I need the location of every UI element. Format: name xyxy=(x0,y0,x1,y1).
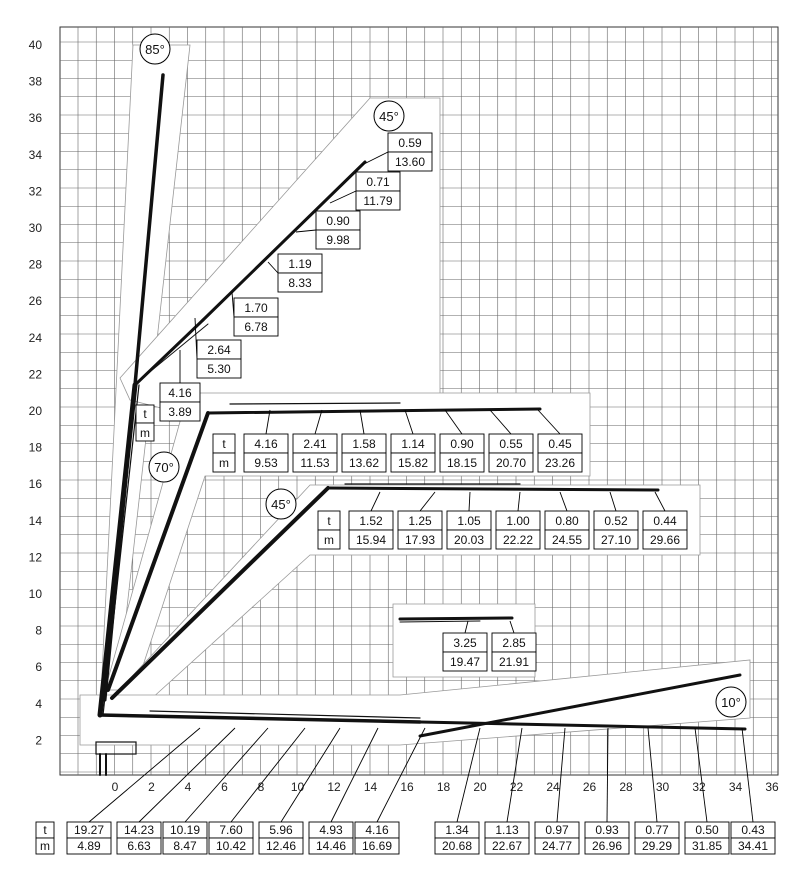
load-value: 14.23 xyxy=(123,823,155,837)
load-value: 4.93 xyxy=(319,823,343,837)
x-tick-label: 2 xyxy=(148,780,155,794)
load-radius-pair xyxy=(160,383,200,421)
load-radius-pair xyxy=(388,133,432,171)
row-header xyxy=(318,511,340,549)
load-radius-pair xyxy=(635,822,679,854)
y-tick-label: 2 xyxy=(35,733,42,748)
x-tick-label: 32 xyxy=(692,780,706,794)
y-tick-label: 6 xyxy=(35,660,42,675)
row-label-m: m xyxy=(324,533,334,547)
y-tick-label: 14 xyxy=(28,513,42,528)
load-value: 1.25 xyxy=(408,514,432,528)
load-radius-pair xyxy=(349,511,393,549)
load-radius-pair xyxy=(594,511,638,549)
radius-value: 10.42 xyxy=(215,839,247,853)
radius-value: 17.93 xyxy=(404,533,436,547)
x-tick-label: 16 xyxy=(400,780,414,794)
load-radius-pair xyxy=(356,172,400,210)
load-value: 5.96 xyxy=(269,823,293,837)
load-value: 0.43 xyxy=(741,823,765,837)
angle-badge xyxy=(140,34,170,64)
load-value: 3.25 xyxy=(453,636,477,650)
angle-label: 85° xyxy=(145,42,165,57)
radius-value: 19.47 xyxy=(449,655,481,669)
y-tick-label: 32 xyxy=(28,184,42,199)
radius-value: 6.78 xyxy=(244,320,268,334)
load-radius-pair xyxy=(489,434,533,472)
load-radius-pair xyxy=(492,633,536,671)
table-45-mid xyxy=(318,511,687,549)
load-value: 0.45 xyxy=(548,437,572,451)
load-radius-pair xyxy=(538,434,582,472)
load-radius-pair xyxy=(234,298,278,336)
load-value: 1.52 xyxy=(359,514,383,528)
radius-value: 24.77 xyxy=(541,839,573,853)
radius-value: 21.91 xyxy=(498,655,530,669)
radius-value: 29.66 xyxy=(649,533,681,547)
x-tick-label: 24 xyxy=(546,780,560,794)
radius-value: 14.46 xyxy=(315,839,347,853)
load-radius-pair xyxy=(535,822,579,854)
x-tick-label: 8 xyxy=(257,780,265,794)
angle-label: 70° xyxy=(154,460,174,475)
y-tick-label: 28 xyxy=(28,257,42,272)
load-value: 1.05 xyxy=(457,514,481,528)
x-tick-label: 0 xyxy=(111,780,119,794)
x-tick-label: 18 xyxy=(436,780,451,794)
x-tick-label: 30 xyxy=(655,780,670,794)
load-value: 1.19 xyxy=(288,257,312,271)
y-tick-label: 20 xyxy=(28,404,42,418)
load-radius-pair xyxy=(440,434,484,472)
load-radius-pair xyxy=(209,822,253,854)
y-tick-label: 8 xyxy=(35,623,42,638)
load-value: 1.58 xyxy=(352,437,376,451)
row-label-t: t xyxy=(43,823,47,837)
load-value: 0.44 xyxy=(653,514,677,528)
radius-value: 20.70 xyxy=(495,456,527,470)
row-label-t: t xyxy=(143,407,147,421)
x-tick-label: 6 xyxy=(221,780,228,794)
load-radius-pair xyxy=(496,511,540,549)
radius-value: 8.47 xyxy=(173,839,197,853)
x-tick-label: 34 xyxy=(728,780,743,794)
row-label-t: t xyxy=(222,437,226,451)
radius-value: 23.26 xyxy=(544,456,576,470)
load-value: 0.52 xyxy=(604,514,628,528)
angle-label: 45° xyxy=(271,497,291,512)
load-radius-pair xyxy=(585,822,629,854)
radius-value: 18.15 xyxy=(446,456,478,470)
load-value: 2.85 xyxy=(502,636,526,650)
load-radius-pair xyxy=(278,254,322,292)
load-value: 0.50 xyxy=(695,823,719,837)
angle-badge xyxy=(266,489,296,519)
load-radius-pair xyxy=(398,511,442,549)
angle-badge xyxy=(374,101,404,131)
load-radius-pair xyxy=(67,822,111,854)
table-70 xyxy=(213,434,582,472)
load-radius-pair xyxy=(163,822,207,854)
y-tick-label: 22 xyxy=(28,367,42,382)
load-radius-pair xyxy=(447,511,491,549)
load-radius-pair xyxy=(443,633,487,671)
load-value: 0.77 xyxy=(645,823,669,837)
load-value: 4.16 xyxy=(168,386,192,400)
radius-value: 4.89 xyxy=(77,839,101,853)
load-radius-pair xyxy=(117,822,161,854)
y-tick-label: 24 xyxy=(28,330,42,345)
load-value: 1.00 xyxy=(506,514,530,528)
load-value: 0.90 xyxy=(326,214,350,228)
load-radius-pair xyxy=(309,822,353,854)
load-value: 2.64 xyxy=(207,343,231,357)
load-radius-pair xyxy=(197,340,241,378)
y-tick-label: 10 xyxy=(28,587,42,601)
row-label-m: m xyxy=(40,839,50,853)
radius-value: 9.98 xyxy=(326,233,350,247)
load-value: 1.70 xyxy=(244,301,268,315)
x-tick-label: 28 xyxy=(619,780,633,794)
load-radius-pair xyxy=(259,822,303,854)
row-header xyxy=(213,434,235,472)
x-tick-label: 22 xyxy=(509,780,524,794)
radius-value: 15.82 xyxy=(397,456,429,470)
load-value: 2.41 xyxy=(303,437,327,451)
radius-value: 29.29 xyxy=(641,839,673,853)
radius-value: 13.60 xyxy=(394,155,426,169)
x-tick-label: 20 xyxy=(473,780,487,794)
radius-value: 20.03 xyxy=(453,533,485,547)
load-value: 0.97 xyxy=(545,823,569,837)
radius-value: 11.53 xyxy=(300,456,330,470)
radius-value: 6.63 xyxy=(127,839,151,853)
load-value: 1.13 xyxy=(495,823,519,837)
load-radius-pair xyxy=(485,822,529,854)
table-bottom xyxy=(36,822,775,854)
radius-value: 9.53 xyxy=(254,456,278,470)
load-radius-pair xyxy=(731,822,775,854)
load-radius-pair xyxy=(391,434,435,472)
x-tick-label: 26 xyxy=(582,780,597,794)
angle-badge xyxy=(149,452,179,482)
load-radius-pair xyxy=(435,822,479,854)
row-label-m: m xyxy=(140,426,150,440)
y-tick-label: 26 xyxy=(28,294,42,309)
radius-value: 31.85 xyxy=(691,839,723,853)
load-radius-pair xyxy=(355,822,399,854)
load-value: 0.80 xyxy=(555,514,579,528)
row-label-t: t xyxy=(327,514,331,528)
angle-label: 45° xyxy=(379,109,399,124)
radius-value: 16.69 xyxy=(361,839,393,853)
radius-value: 20.68 xyxy=(441,839,473,853)
load-value: 0.93 xyxy=(595,823,619,837)
load-value: 4.16 xyxy=(365,823,389,837)
angle-badge xyxy=(716,687,746,717)
radius-value: 15.94 xyxy=(355,533,387,547)
angle-label: 10° xyxy=(721,695,741,710)
y-tick-label: 36 xyxy=(28,111,42,126)
load-value: 1.34 xyxy=(445,823,469,837)
load-radius-pair xyxy=(685,822,729,854)
load-value: 7.60 xyxy=(219,823,243,837)
load-radius-pair xyxy=(244,434,288,472)
load-value: 10.19 xyxy=(169,823,201,837)
y-tick-label: 4 xyxy=(35,696,42,711)
y-tick-label: 34 xyxy=(28,147,42,162)
load-radius-pair xyxy=(545,511,589,549)
radius-value: 8.33 xyxy=(288,276,312,290)
x-tick-label: 12 xyxy=(327,780,341,794)
load-radius-pair xyxy=(316,211,360,249)
load-value: 1.14 xyxy=(401,437,425,451)
radius-value: 12.46 xyxy=(265,839,297,853)
y-tick-label: 18 xyxy=(28,440,42,455)
radius-value: 27.10 xyxy=(600,533,632,547)
radius-value: 26.96 xyxy=(591,839,623,853)
row-label-m: m xyxy=(219,456,229,470)
radius-value: 22.67 xyxy=(491,839,523,853)
x-tick-label: 14 xyxy=(363,780,378,794)
load-value: 0.90 xyxy=(450,437,474,451)
y-tick-label: 16 xyxy=(28,477,42,492)
load-radius-pair xyxy=(342,434,386,472)
y-tick-label: 40 xyxy=(28,38,42,52)
x-tick-label: 10 xyxy=(290,780,305,794)
radius-value: 22.22 xyxy=(502,533,534,547)
radius-value: 24.55 xyxy=(551,533,583,547)
radius-value: 5.30 xyxy=(207,362,231,376)
load-value: 0.71 xyxy=(366,175,390,189)
x-tick-label: 4 xyxy=(184,780,192,794)
load-value: 19.27 xyxy=(73,823,105,837)
load-radius-pair xyxy=(293,434,337,472)
x-tick-label: 36 xyxy=(765,780,779,794)
load-value: 0.59 xyxy=(398,136,422,150)
load-value: 4.16 xyxy=(254,437,278,451)
y-tick-label: 30 xyxy=(28,221,42,235)
radius-value: 13.62 xyxy=(348,456,380,470)
y-tick-label: 38 xyxy=(28,74,42,89)
load-value: 0.55 xyxy=(499,437,523,451)
y-tick-label: 12 xyxy=(28,550,42,565)
radius-value: 11.79 xyxy=(363,194,393,208)
radius-value: 34.41 xyxy=(737,839,769,853)
load-radius-pair xyxy=(643,511,687,549)
radius-value: 3.89 xyxy=(168,405,192,419)
